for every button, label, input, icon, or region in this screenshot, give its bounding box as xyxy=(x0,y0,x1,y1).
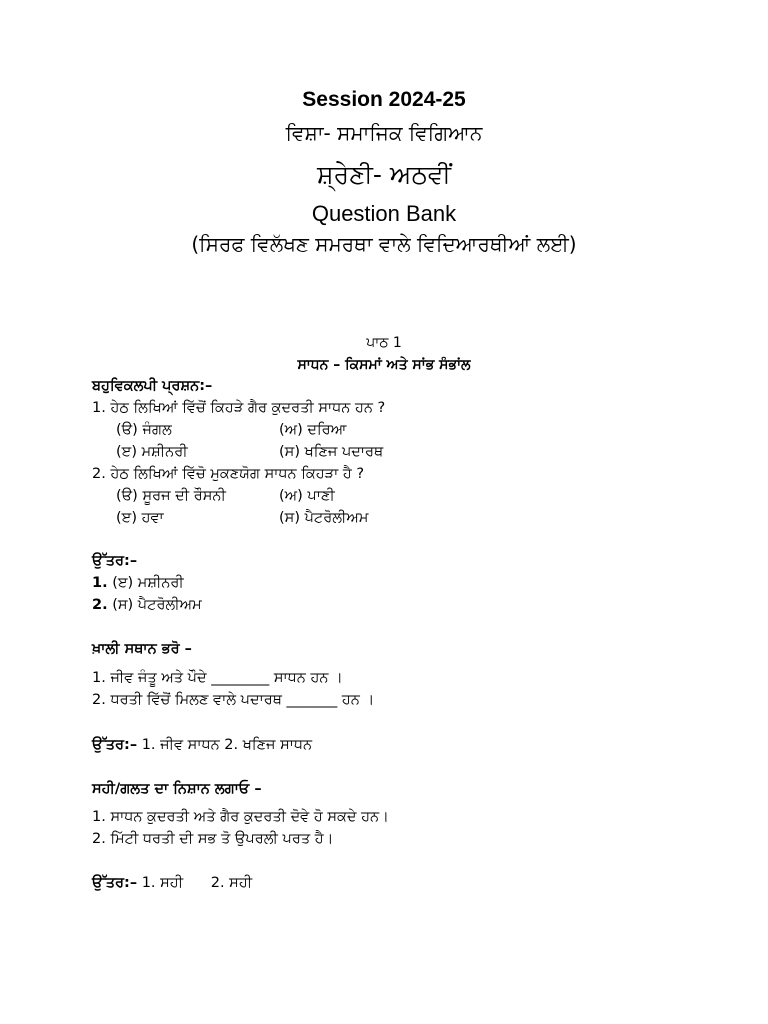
fill-heading: ਖ਼ਾਲੀ ਸਥਾਨ ਭਰੋ – xyxy=(92,641,192,657)
mcq-q2-option-a: (ੳ) ਸੂਰਜ ਦੀ ਰੌਸਨੀ xyxy=(116,488,226,504)
subject-line: ਵਿਸ਼ਾ- ਸਮਾਜਿਕ ਵਿਗਿਆਨ xyxy=(285,121,483,145)
audience-note: (ਸਿਰਫ ਵਿਲੱਖਣ ਸਮਰਥਾ ਵਾਲੇ ਵਿਦਿਆਰਥੀਆਂ ਲਈ) xyxy=(191,232,577,256)
mcq-question-2: 2. ਹੇਠ ਲਿਖਿਆਂ ਵਿੱਚੋ ਮੁਕਣਯੋਗ ਸਾਧਨ ਕਿਹੜਾ ਹੈ ? xyxy=(92,466,365,482)
mcq-answer-1 xyxy=(92,573,184,593)
truefalse-answer: 1. ਸਹੀ 2. ਸਹੀ xyxy=(141,875,253,891)
fill-answer: 1. ਜੀਵ ਸਾਧਨ 2. ਖਣਿਜ ਸਾਧਨ xyxy=(141,737,313,753)
truefalse-question-2: 2. ਮਿੱਟੀ ਧਰਤੀ ਦੀ ਸਭ ਤੋ ਉਪਰਲੀ ਪਰਤ ਹੈ। xyxy=(92,831,334,847)
fill-answer-line xyxy=(92,735,312,755)
mcq-q2-option-d: (ਸ) ਪੈਟਰੋਲੀਅਮ xyxy=(279,510,369,526)
truefalse-question-1: 1. ਸਾਧਨ ਕੁਦਰਤੀ ਅਤੇ ਗੈਰ ਕੁਦਰਤੀ ਦੋਵੇ ਹੋ ਸਕਦੇ ਹਨ। xyxy=(92,809,389,825)
mcq-heading: ਬਹੁਵਿਕਲਪੀ ਪ੍ਰਸ਼ਨ:– xyxy=(92,378,213,394)
mcq-answer-heading: ਉੱਤਰ:– xyxy=(92,553,138,569)
fill-answer-heading: ਉੱਤਰ:– xyxy=(92,737,138,753)
mcq-q2-option-b: (ਅ) ਪਾਣੀ xyxy=(279,488,335,504)
mcq-answer-2 xyxy=(92,595,202,615)
mcq-q1-option-a: (ੳ) ਜੰਗਲ xyxy=(116,422,172,438)
truefalse-answer-line xyxy=(92,873,252,893)
mcq-q1-option-d: (ਸ) ਖਣਿਜ ਪਦਾਰਥ xyxy=(279,444,384,460)
answer-number: 2. xyxy=(92,597,108,613)
mcq-q2-option-c: (ੲ) ਹਵਾ xyxy=(116,510,164,526)
class-line: ਸ਼੍ਰੇਣੀ- ਅਠਵੀਂ xyxy=(316,160,452,189)
session-title: Session 2024-25 xyxy=(302,88,466,111)
truefalse-heading: ਸਹੀ/ਗਲਤ ਦਾ ਨਿਸ਼ਾਨ ਲਗਾਓ – xyxy=(92,781,262,797)
lesson-title: ਸਾਧਨ – ਕਿਸਮਾਂ ਅਤੇ ਸਾਂਭ ਸੰਭਾਂਲ xyxy=(297,357,471,373)
mcq-question-1: 1. ਹੇਠ ਲਿਖਿਆਂ ਵਿੱਚੋਂ ਕਿਹੜੇ ਗੈਰ ਕੁਦਰਤੀ ਸਾਧਨ ਹਨ ? xyxy=(92,400,386,416)
fill-question-1: 1. ਜੀਵ ਜੰਤੂ ਅਤੇ ਪੌਦੇ ________ ਸਾਧਨ ਹਨ । xyxy=(92,670,343,686)
answer-number: 1. xyxy=(92,575,108,591)
mcq-q1-option-b: (ਅ) ਦਰਿਆ xyxy=(279,422,347,438)
lesson-number: ਪਾਠ 1 xyxy=(366,335,402,351)
fill-question-2: 2. ਧਰਤੀ ਵਿੱਚੋਂ ਮਿਲਣ ਵਾਲੇ ਪਦਾਰਥ _______ ਹਨ । xyxy=(92,692,375,708)
answer-text: (ਸ) ਪੈਟਰੋਲੀਅਮ xyxy=(112,597,202,613)
answer-text: (ੲ) ਮਸ਼ੀਨਰੀ xyxy=(112,575,184,591)
question-bank-title: Question Bank xyxy=(311,201,457,226)
truefalse-answer-heading: ਉੱਤਰ:– xyxy=(92,875,138,891)
mcq-q1-option-c: (ੲ) ਮਸ਼ੀਨਰੀ xyxy=(116,444,188,460)
